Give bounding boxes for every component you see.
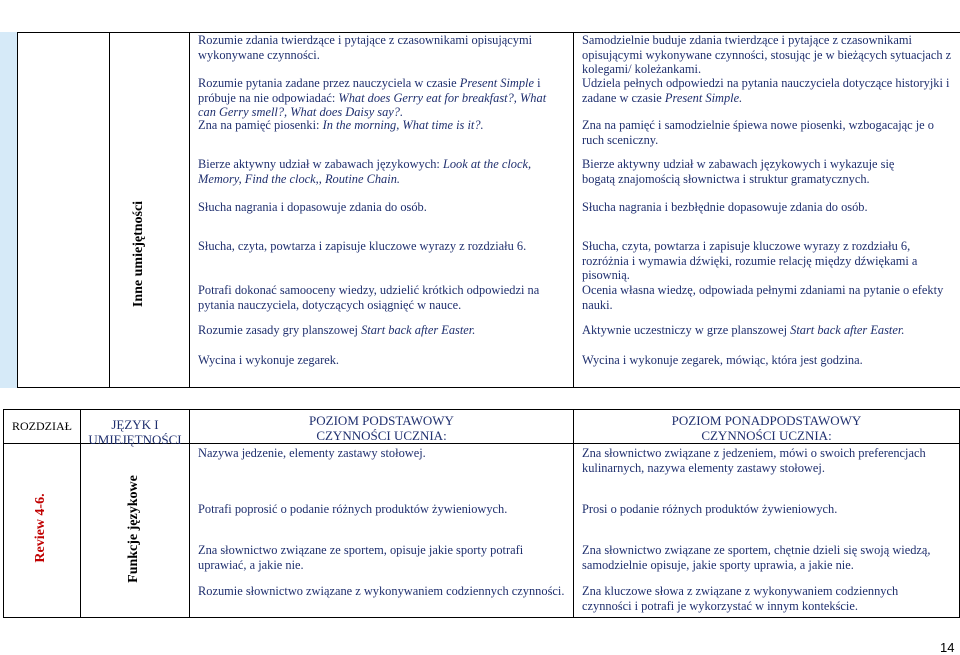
top-basic-item-5: Słucha nagrania i dopasowuje zdania do osób.: [198, 200, 427, 214]
top-advanced-item-8: Aktywnie uczestniczy w grze planszowej Start back after Easter.: [582, 323, 905, 337]
top-advanced-item-7: Ocenia własna wiedzę, odpowiada pełnymi zdaniami na pytanie o efekty nauki.: [582, 283, 944, 312]
bottom-basic-item-2: Potrafi poprosić o podanie różnych produktów żywieniowych.: [198, 502, 508, 516]
top-basic-item-1: Rozumie zdania twierdzące i pytające z czasownikami opisującymi wykonywane czynności.: [198, 33, 533, 62]
top-basic-item-9: Wycina i wykonuje zegarek.: [198, 353, 339, 367]
bottom-basic-item-3: Zna słownictwo związane ze sportem, opisuje jakie sporty potrafi uprawiać, a jakie nie.: [198, 543, 524, 572]
top-basic-item-4: Bierze aktywny udział w zabawach językowych: Look at the clock, Memory, Find the clock,, Routine Chain.: [198, 157, 532, 186]
top-basic-item-6: Słucha, czyta, powtarza i zapisuje kluczowe wyrazy z rozdziału 6.: [198, 239, 527, 253]
top-col-border-3: [189, 32, 190, 388]
bottom-advanced-item-4: Zna kluczowe słowa z związane z wykonywaniem codziennych czynności i potrafi je wykorzystać w innym kontekście.: [582, 584, 899, 613]
top-col-border-4: [573, 32, 574, 388]
top-advanced-item-5: Słucha nagrania i bezbłędnie dopasowuje zdania do osób.: [582, 200, 868, 214]
top-left-band: [0, 32, 17, 388]
top-advanced-item-2: Udziela pełnych odpowiedzi na pytania nauczyciela dotyczące historyjki i zadane w czasie Present Simple.: [582, 76, 950, 105]
header-jezyk: JĘZYK I UMIEJĘTNOŚCI: [88, 417, 182, 447]
top-advanced-item-4: Bierze aktywny udział w zabawach językowych i wykazuje się bogatą znajomością słownictwa i struktur gramatycznych.: [582, 157, 895, 186]
top-advanced-item-6: Słucha, czyta, powtarza i zapisuje kluczowe wyrazy z rozdziału 6, rozróżnia i wymawia dźwięki, rozumie relację między dźwiękami a pisownią.: [582, 239, 918, 283]
top-basic-item-3: Zna na pamięć piosenki: In the morning, What time is it?.: [198, 118, 484, 132]
bottom-table-bottom-border: [3, 617, 960, 618]
review-chapter-label: Review 4-6.: [33, 493, 48, 563]
bottom-col-border-0: [3, 409, 4, 618]
top-basic-item-7: Potrafi dokonać samooceny wiedzy, udzielić krótkich odpowiedzi na pytania nauczyciela, dotyczących osiągnięć w nauce.: [198, 283, 540, 312]
bottom-advanced-item-3: Zna słownictwo związane ze sportem, chętnie dzieli się swoją wiedzą, samodzielnie opisuje, jakie sporty uprawia, a jakie nie.: [582, 543, 931, 572]
bottom-basic-item-1: Nazywa jedzenie, elementy zastawy stołowej.: [198, 446, 426, 460]
header-poziom-podstawowy: POZIOM PODSTAWOWY CZYNNOŚCI UCZNIA:: [309, 413, 454, 443]
header-poziom-ponadpodstawowy: POZIOM PONADPODSTAWOWY CZYNNOŚCI UCZNIA:: [671, 413, 862, 443]
inne-umiejetnosci-label: Inne umiejętności: [131, 200, 146, 308]
bottom-advanced-item-2: Prosi o podanie różnych produktów żywieniowych.: [582, 502, 838, 516]
top-col-border-1: [17, 32, 18, 388]
bottom-table-top-border: [3, 409, 960, 410]
bottom-basic-item-4: Rozumie słownictwo związane z wykonywaniem codziennych czynności.: [198, 584, 565, 598]
top-col-border-2: [109, 32, 110, 388]
top-advanced-item-1: Samodzielnie buduje zdania twierdzące i pytające z czasownikami opisującymi wykonywane czynności, stosując je w bieżących sytuacjach z kolegami/ koleżankami.: [582, 33, 952, 77]
top-basic-item-8: Rozumie zasady gry planszowej Start back after Easter.: [198, 323, 476, 337]
top-advanced-item-3: Zna na pamięć i samodzielnie śpiewa nowe piosenki, wzbogacając je o ruch sceniczny.: [582, 118, 934, 147]
header-rozdzial: ROZDZIAŁ: [12, 419, 72, 433]
top-table-bottom-border: [17, 387, 960, 388]
funkcje-jezykowe-label: Funkcje językowe: [126, 475, 141, 583]
top-advanced-item-9: Wycina i wykonuje zegarek, mówiąc, która jest godzina.: [582, 353, 863, 367]
top-basic-item-2: Rozumie pytania zadane przez nauczyciela w czasie Present Simple i próbuje na nie odpowiadać: What does Gerry eat for breakfast?, What can Gerry smell?, What does Daisy say?.: [198, 76, 547, 120]
page-number: 14: [940, 640, 955, 655]
bottom-advanced-item-1: Zna słownictwo związane z jedzeniem, mówi o swoich preferencjach kulinarnych, nazywa elementy zastawy stołowej.: [582, 446, 926, 475]
